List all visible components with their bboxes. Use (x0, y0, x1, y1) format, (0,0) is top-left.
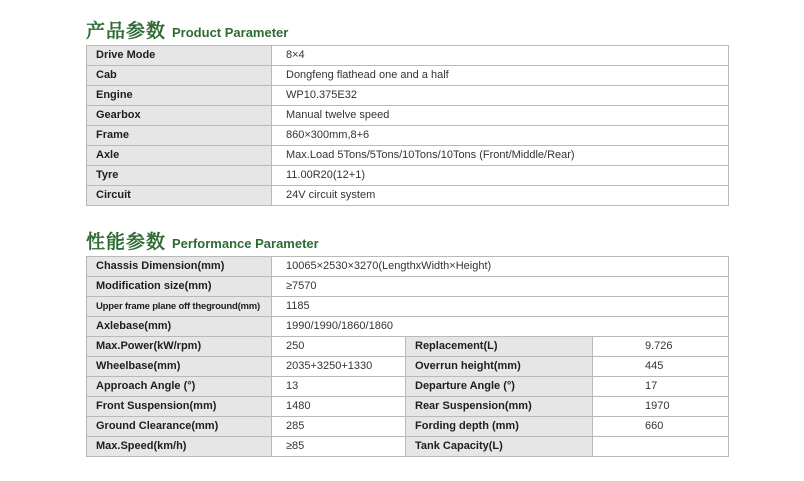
row-value: 1185 (272, 297, 729, 317)
table-row (87, 357, 729, 377)
row-label: Axle (87, 146, 272, 166)
product-parameter-heading (86, 17, 288, 43)
row-value: 10065×2530×3270(LengthxWidth×Height) (272, 257, 729, 277)
row-label: Tyre (87, 166, 272, 186)
row-value: 285 (272, 417, 406, 437)
row-value-2: 17 (593, 377, 729, 397)
row-value: 13 (272, 377, 406, 397)
row-value: 1990/1990/1860/1860 (272, 317, 729, 337)
table-row (87, 397, 729, 417)
row-label-2: Tank Capacity(L) (406, 437, 593, 457)
row-label: Modification size(mm) (87, 277, 272, 297)
row-value: Max.Load 5Tons/5Tons/10Tons/10Tons (Front/Middle/Rear) (272, 146, 729, 166)
row-label: Max.Power(kW/rpm) (87, 337, 272, 357)
row-label: Circuit (87, 186, 272, 206)
row-label: Chassis Dimension(mm) (87, 257, 272, 277)
product-heading-cn: 产品参数 (86, 20, 167, 42)
row-label-2: Fording depth (mm) (406, 417, 593, 437)
row-value: Dongfeng flathead one and a half (272, 66, 729, 86)
row-label: Drive Mode (87, 46, 272, 66)
row-value-2 (593, 437, 729, 457)
row-label: Wheelbase(mm) (87, 357, 272, 377)
row-label: Engine (87, 86, 272, 106)
row-label: Frame (87, 126, 272, 146)
table-row (87, 437, 729, 457)
row-label: Approach Angle (°) (87, 377, 272, 397)
row-value: WP10.375E32 (272, 86, 729, 106)
table-row (87, 66, 729, 86)
row-label: Upper frame plane off theground(mm) (87, 297, 272, 317)
table-row (87, 146, 729, 166)
row-value-2: 445 (593, 357, 729, 377)
table-row (87, 186, 729, 206)
product-heading-en: Product Parameter (172, 25, 289, 40)
row-value: 24V circuit system (272, 186, 729, 206)
table-row (87, 126, 729, 146)
table-row (87, 277, 729, 297)
row-label: Max.Speed(km/h) (87, 437, 272, 457)
row-label: Gearbox (87, 106, 272, 126)
row-value-2: 660 (593, 417, 729, 437)
row-value: 11.00R20(12+1) (272, 166, 729, 186)
performance-heading-cn: 性能参数 (86, 231, 167, 253)
table-row (87, 257, 729, 277)
row-value: 250 (272, 337, 406, 357)
product-parameter-table (86, 45, 729, 206)
performance-parameter-table (86, 256, 729, 457)
row-value: ≥85 (272, 437, 406, 457)
performance-heading-en: Performance Parameter (172, 236, 319, 251)
row-value: 860×300mm,8+6 (272, 126, 729, 146)
table-row (87, 377, 729, 397)
row-label-2: Departure Angle (°) (406, 377, 593, 397)
table-row (87, 297, 729, 317)
row-value: 1480 (272, 397, 406, 417)
table-row (87, 166, 729, 186)
table-row (87, 106, 729, 126)
table-row (87, 86, 729, 106)
row-label: Axlebase(mm) (87, 317, 272, 337)
row-value: 2035+3250+1330 (272, 357, 406, 377)
row-value-2: 1970 (593, 397, 729, 417)
table-row (87, 46, 729, 66)
row-value-2: 9.726 (593, 337, 729, 357)
row-label-2: Rear Suspension(mm) (406, 397, 593, 417)
row-label: Ground Clearance(mm) (87, 417, 272, 437)
row-value: ≥7570 (272, 277, 729, 297)
row-label: Cab (87, 66, 272, 86)
table-row (87, 417, 729, 437)
performance-parameter-heading (86, 228, 319, 254)
row-label-2: Replacement(L) (406, 337, 593, 357)
row-value: Manual twelve speed (272, 106, 729, 126)
row-value: 8×4 (272, 46, 729, 66)
row-label-2: Overrun height(mm) (406, 357, 593, 377)
table-row (87, 317, 729, 337)
table-row (87, 337, 729, 357)
row-label: Front Suspension(mm) (87, 397, 272, 417)
